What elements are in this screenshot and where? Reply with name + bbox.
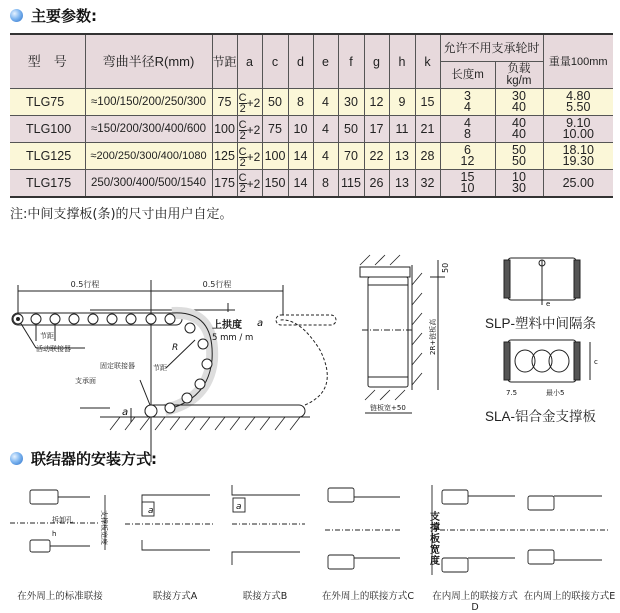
cell-e: 4 [313,143,338,170]
cell-g: 17 [364,116,389,143]
cell-c: 50 [262,89,288,116]
half-stroke-left-label: 0.5行程 [70,280,100,289]
section-title-text: 主要参数: [31,7,97,25]
cell-h: 11 [389,116,415,143]
sla-caption: SLA-铝合金支撑板 [485,409,597,424]
a-label: a [122,407,129,418]
slp-caption: SLP-塑料中间隔条 [485,316,597,331]
cell-k: 32 [415,170,440,197]
table-row [10,143,613,170]
chain-side-view-diagram [0,240,340,430]
cell-c: 75 [262,116,288,143]
header-k: k [415,34,440,89]
header-d: d [288,34,313,89]
cell-load: 30 40 [495,89,543,116]
cell-e: 4 [313,116,338,143]
cell-k: 15 [415,89,440,116]
header-g: g [364,34,389,89]
cell-radius: ≈200/250/300/400/1080 [85,143,212,170]
cell-load: 40 40 [495,116,543,143]
width-dim-label: 链板宽+50 [370,404,406,412]
cell-a: C 2 +2 [237,116,262,143]
caption-standard: 在外周上的标准联接 [17,591,103,602]
table-row [10,89,613,116]
fixed-connector-label: 固定联接器 [100,362,135,370]
header-length: 长度m [440,62,495,89]
cell-length: 6 12 [440,143,495,170]
chain-end-view-diagram [350,255,460,425]
blue-bullet-icon [10,9,23,22]
cell-weight: 9.10 10.00 [543,116,613,143]
e-dim-label: e [546,300,551,308]
blue-bullet-icon [10,452,23,465]
support-surface-label: 支承面 [75,377,96,385]
h-label: h [52,530,57,538]
cell-radius: ≈150/200/300/400/600 [85,116,212,143]
header-h: h [389,34,415,89]
header-unsupported: 允许不用支承轮时 [440,34,543,62]
section-title-main-params [10,5,97,26]
support-width-label-d: 支撑板宽度 [430,512,440,567]
caption-b: 联接方式B [242,591,288,602]
table-row [10,170,613,197]
cell-d: 8 [288,89,313,116]
cell-h: 9 [389,89,415,116]
header-f: f [338,34,364,89]
cell-k: 28 [415,143,440,170]
half-stroke-right-label: 0.5行程 [202,280,232,289]
cell-model: TLG75 [10,89,85,116]
header-e: e [313,34,338,89]
pitch-label-2: 节距 [153,364,167,372]
moving-connector-label: 活动联接器 [36,345,71,353]
cell-pitch: 125 [212,143,237,170]
a-label: a [236,502,242,512]
table-note: 注:中间支撑板(条)的尺寸由用户自定。 [10,207,233,222]
cell-length: 4 8 [440,116,495,143]
header-pitch: 节距 [212,34,237,89]
table-row [10,116,613,143]
cell-d: 14 [288,143,313,170]
spec-table [10,33,613,198]
cell-h: 13 [389,170,415,197]
connector-install-diagrams [0,480,620,580]
cell-e: 8 [313,170,338,197]
cell-c: 150 [262,170,288,197]
caption-d: 在内周上的联接方式D [432,591,518,613]
cell-weight: 4.80 5.50 [543,89,613,116]
remove-hole-label: 拆卸孔 [52,516,73,524]
header-load: 负载kg/m [495,62,543,89]
cell-a: C 2 +2 [237,170,262,197]
cell-f: 50 [338,116,364,143]
a-label: a [148,506,154,516]
top-dim-label: 50 [441,262,450,273]
cell-a: C 2 +2 [237,89,262,116]
min-5-label: 最小5 [546,389,565,397]
cell-length: 15 10 [440,170,495,197]
cell-h: 13 [389,143,415,170]
cell-model: TLG175 [10,170,85,197]
header-model: 型 号 [10,34,85,89]
cell-d: 10 [288,116,313,143]
header-weight: 重量100mm [543,34,613,89]
cell-g: 22 [364,143,389,170]
header-a: a [237,34,262,89]
arch-value: 5 mm / m [212,333,254,343]
cell-k: 21 [415,116,440,143]
cell-load: 50 50 [495,143,543,170]
cell-model: TLG100 [10,116,85,143]
cell-c: 100 [262,143,288,170]
cell-a: C 2 +2 [237,143,262,170]
c-dim-label: c [594,358,598,366]
cell-g: 12 [364,89,389,116]
cell-length: 3 4 [440,89,495,116]
pitch-label: 节距 [40,332,54,340]
cell-d: 14 [288,170,313,197]
cell-pitch: 175 [212,170,237,197]
radius-label: R [172,343,179,353]
section-title-text: 联结器的安装方式: [31,450,157,468]
section-title-install [10,448,157,469]
dim-7-5: 7.5 [506,389,518,397]
a-label-right: a [257,318,264,329]
cell-f: 115 [338,170,364,197]
cell-model: TLG125 [10,143,85,170]
height-dim-label: 2R+链板高 [429,318,437,355]
caption-c: 在外周上的联接方式C [321,591,415,602]
cell-g: 26 [364,170,389,197]
cell-radius: ≈100/150/200/250/300 [85,89,212,116]
cell-weight: 18.10 19.30 [543,143,613,170]
cell-radius: 250/300/400/500/1540 [85,170,212,197]
support-width-label: 支撑板宽度 [100,510,108,545]
table-header-row [10,34,613,62]
header-radius: 弯曲半径R(mm) [85,34,212,89]
arch-title: 上拱度 [212,320,242,331]
cell-pitch: 100 [212,116,237,143]
cell-weight: 25.00 [543,170,613,197]
header-c: c [262,34,288,89]
cell-e: 4 [313,89,338,116]
cell-f: 30 [338,89,364,116]
cell-load: 10 30 [495,170,543,197]
cell-f: 70 [338,143,364,170]
cell-pitch: 75 [212,89,237,116]
caption-e: 在内周上的联接方式E [523,591,616,602]
caption-a: 联接方式A [152,591,198,602]
